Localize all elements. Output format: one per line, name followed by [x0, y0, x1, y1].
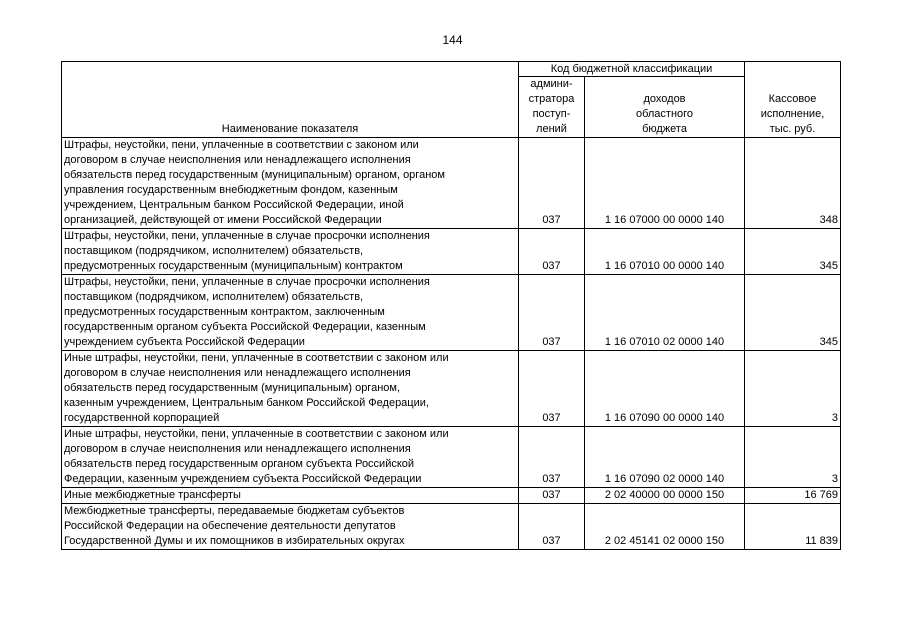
row-name: Штрафы, неустойки, пени, уплаченные в случае просрочки исполнения поставщиком (подрядчиком, исполнителем) обязательств, предусмотренных государственным (муниципальным) контрактом — [62, 229, 519, 275]
table-row — [62, 138, 841, 229]
table-row — [62, 351, 841, 427]
row-name: Штрафы, неустойки, пени, уплаченные в случае просрочки исполнения поставщиком (подрядчиком, исполнителем) обязательств, предусмотренных государственным контрактом, заключенным государственным органом субъекта Российской Федерации, казенным учреждением субъекта Российской Федерации — [62, 275, 519, 351]
row-income-code: 1 16 07090 02 0000 140 — [585, 427, 745, 488]
row-admin-code: 037 — [519, 275, 585, 351]
header-name: Наименование показателя — [62, 62, 519, 138]
header-cash-execution: Кассовое исполнение, тыс. руб. — [745, 62, 841, 138]
row-admin-code: 037 — [519, 138, 585, 229]
table-row — [62, 504, 841, 550]
row-sum: 16 769 — [745, 488, 841, 504]
row-admin-code: 037 — [519, 488, 585, 504]
row-income-code: 2 02 45141 02 0000 150 — [585, 504, 745, 550]
header-regional-income: доходов областного бюджета — [585, 77, 745, 138]
row-sum: 345 — [745, 229, 841, 275]
row-admin-code: 037 — [519, 427, 585, 488]
table-row — [62, 427, 841, 488]
row-sum: 345 — [745, 275, 841, 351]
row-name: Межбюджетные трансферты, передаваемые бюджетам субъектов Российской Федерации на обеспечение деятельности депутатов Государственной Думы и их помощников в избирательных округах — [62, 504, 519, 550]
table-header-row — [62, 62, 841, 77]
row-sum: 348 — [745, 138, 841, 229]
row-income-code: 1 16 07090 00 0000 140 — [585, 351, 745, 427]
table-row — [62, 275, 841, 351]
row-income-code: 1 16 07000 00 0000 140 — [585, 138, 745, 229]
row-name: Иные штрафы, неустойки, пени, уплаченные в соответствии с законом или договором в случае неисполнения или ненадлежащего исполнения обязательств перед государственным (муниципальным) органом, казенным учреждением, Центральным банком Российской Федерации, государственной корпорацией — [62, 351, 519, 427]
row-name: Штрафы, неустойки, пени, уплаченные в соответствии с законом или договором в случае неисполнения или ненадлежащего исполнения обязательств перед государственным (муниципальным) органом, органом управления государственным внебюджетным фондом, казенным учреждением, Центральным банком Российской Федерации, иной организацией, действующей от имени Российской Федерации — [62, 138, 519, 229]
header-administrator: админи- стратора поступ- лений — [519, 77, 585, 138]
row-sum: 3 — [745, 351, 841, 427]
row-income-code: 1 16 07010 02 0000 140 — [585, 275, 745, 351]
row-admin-code: 037 — [519, 351, 585, 427]
row-admin-code: 037 — [519, 229, 585, 275]
table-row — [62, 488, 841, 504]
table-row — [62, 229, 841, 275]
row-sum: 3 — [745, 427, 841, 488]
row-income-code: 1 16 07010 00 0000 140 — [585, 229, 745, 275]
row-name: Иные штрафы, неустойки, пени, уплаченные в соответствии с законом или договором в случае неисполнения или ненадлежащего исполнения обязательств перед государственным органом субъекта Российской Федерации, казенным учреждением субъекта Российской Федерации — [62, 427, 519, 488]
budget-table — [61, 61, 841, 550]
row-admin-code: 037 — [519, 504, 585, 550]
row-name: Иные межбюджетные трансферты — [62, 488, 519, 504]
header-classification-code: Код бюджетной классификации — [519, 62, 745, 77]
page-number: 144 — [442, 33, 463, 47]
row-income-code: 2 02 40000 00 0000 150 — [585, 488, 745, 504]
row-sum: 11 839 — [745, 504, 841, 550]
